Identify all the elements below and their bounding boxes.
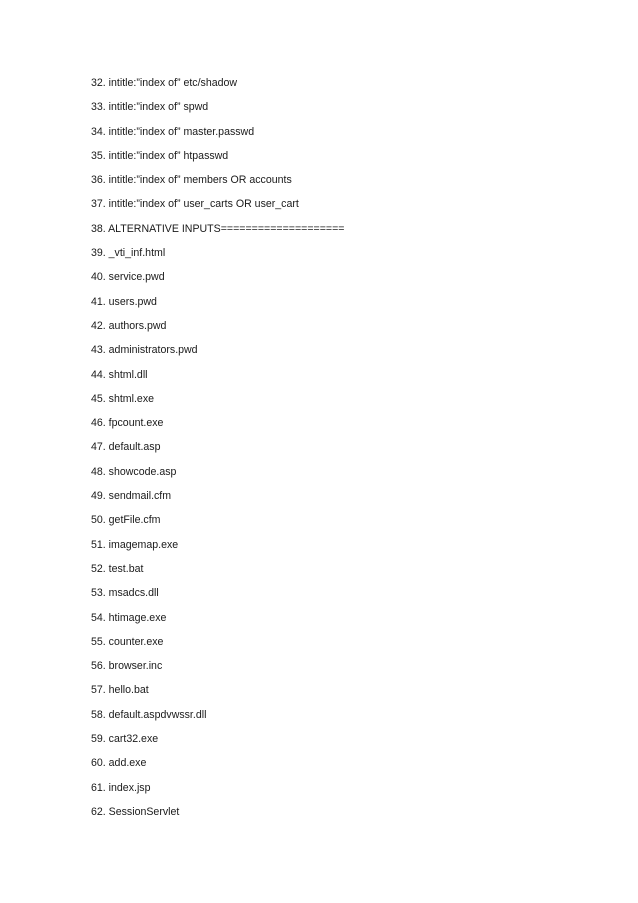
list-item: 33. intitle:”index of” spwd — [91, 101, 209, 114]
list-item: 41. users.pwd — [91, 295, 157, 308]
list-item: 38. ALTERNATIVE INPUTS==================== — [91, 222, 345, 235]
list-item: 50. getFile.cfm — [91, 514, 161, 527]
list-item: 59. cart32.exe — [91, 733, 159, 746]
list-item: 57. hello.bat — [91, 684, 149, 697]
list-item: 34. intitle:”index of” master.passwd — [91, 125, 255, 138]
list-item: 46. fpcount.exe — [91, 417, 164, 430]
list-item: 45. shtml.exe — [91, 392, 155, 405]
list-item: 35. intitle:”index of” htpasswd — [91, 149, 229, 162]
list-item: 54. htimage.exe — [91, 611, 167, 624]
list-item: 56. browser.inc — [91, 660, 163, 673]
list-item: 42. authors.pwd — [91, 319, 167, 332]
list-item: 52. test.bat — [91, 562, 144, 575]
list-item: 32. intitle:”index of” etc/shadow — [91, 77, 238, 89]
list-item: 53. msadcs.dll — [91, 587, 159, 600]
numbered-list — [91, 73, 344, 826]
list-item: 36. intitle:”index of” members OR accounts — [91, 174, 292, 187]
list-item: 47. default.asp — [91, 441, 161, 454]
list-item: 61. index.jsp — [91, 781, 151, 794]
list-item: 39. _vti_inf.html — [91, 247, 166, 260]
list-item: 60. add.exe — [91, 757, 147, 770]
list-item: 40. service.pwd — [91, 271, 165, 284]
list-item: 62. SessionServlet — [91, 805, 180, 818]
list-item: 48. showcode.asp — [91, 465, 177, 478]
list-item: 43. administrators.pwd — [91, 344, 198, 357]
list-item: 37. intitle:”index of” user_carts OR user_cart — [91, 198, 299, 211]
list-item: 51. imagemap.exe — [91, 538, 179, 551]
list-item: 49. sendmail.cfm — [91, 490, 172, 503]
list-item: 44. shtml.dll — [91, 368, 148, 381]
list-item: 55. counter.exe — [91, 635, 164, 648]
list-item: 58. default.aspdvwssr.dll — [91, 708, 207, 721]
